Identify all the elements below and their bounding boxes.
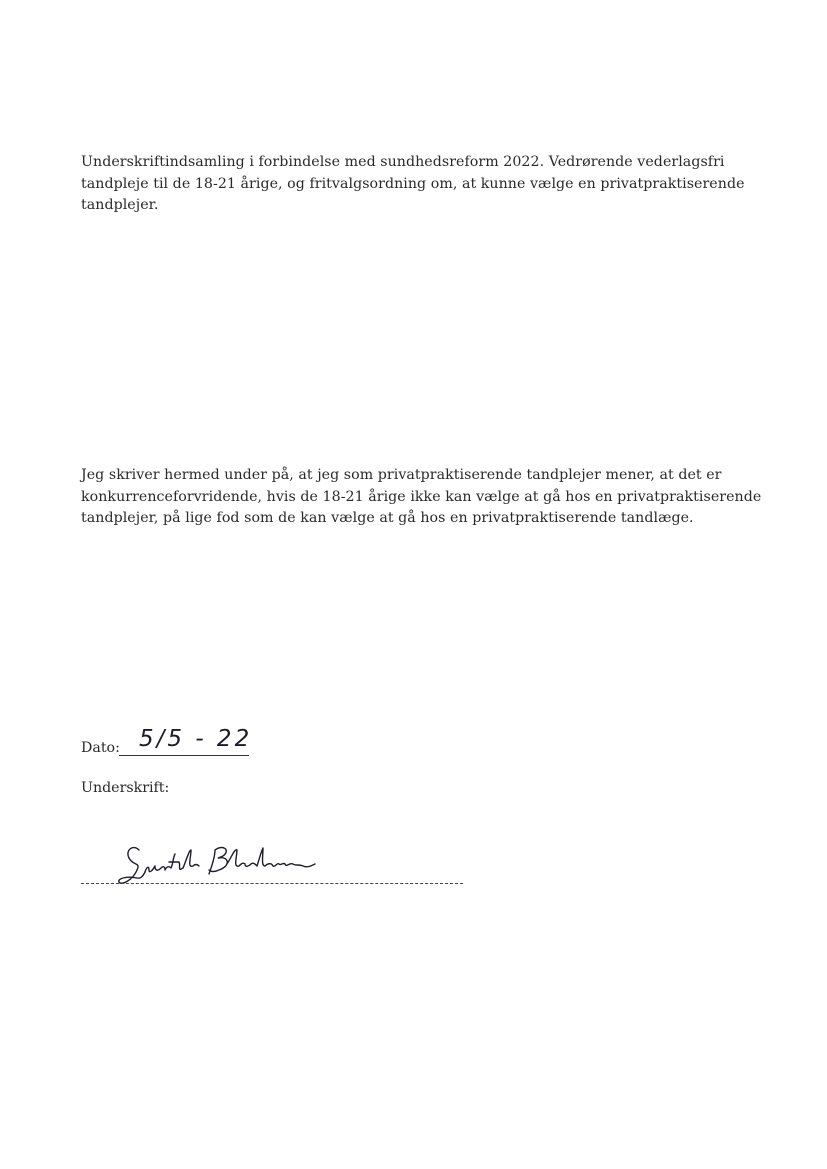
intro-line: Underskriftindsamling i forbindelse med sundhedsreform 2022. Vedrørende vederlagsfri [81, 154, 725, 170]
statement-line: tandplejer, på lige fod som de kan vælge at gå hos en privatpraktiserende tandlæge. [81, 510, 694, 526]
intro-line: tandplejer. [81, 197, 159, 213]
signature-label: Underskrift: [81, 780, 170, 796]
signature-field [81, 830, 466, 900]
date-field [81, 728, 281, 762]
date-label: Dato: [81, 740, 120, 756]
statement-paragraph [81, 465, 761, 530]
statement-line: Jeg skriver hermed under på, at jeg som privatpraktiserende tandplejer mener, at det er [81, 467, 722, 483]
date-underline [119, 755, 249, 756]
signature-dashed-line [81, 883, 463, 884]
intro-paragraph [81, 152, 761, 217]
statement-line: konkurrenceforvridende, hvis de 18-21 årige ikke kan vælge at gå hos en privatpraktiserende [81, 488, 762, 505]
intro-line: tandpleje til de 18-21 årige, og fritvalgsordning om, at kunne vælge en privatpraktiserende [81, 175, 745, 192]
date-value-handwritten: 5/5 - 22 [139, 726, 253, 752]
